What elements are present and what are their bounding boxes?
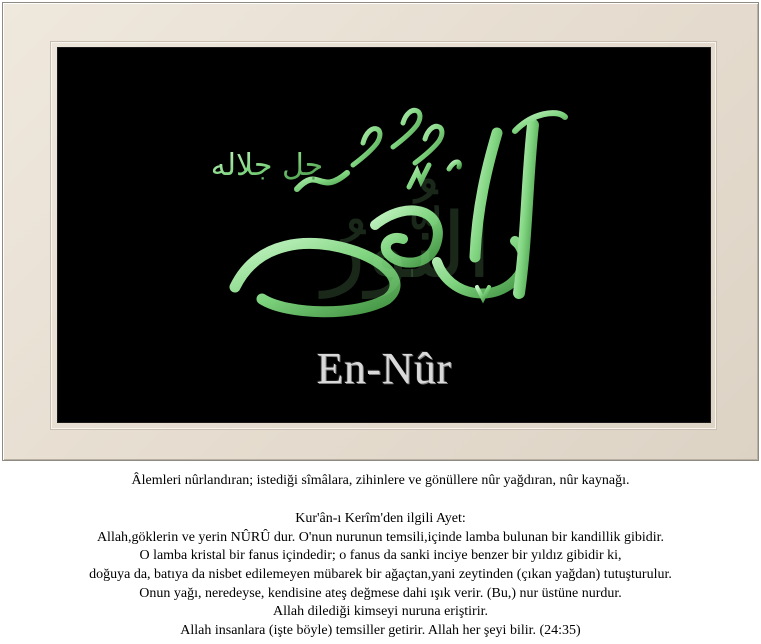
ayet-line: Allah insanlara (işte böyle) temsiller getirir. Allah her şeyi bilir. (24:35) xyxy=(180,623,581,638)
name-title: En-Nûr xyxy=(316,344,452,393)
ayet-heading: Kur'ân-ı Kerîm'den ilgili Ayet: xyxy=(295,511,466,526)
ayet-line: Onun yağı, neredeyse, kendisine ateş değmese dahi ışık verir. (Bu,) nur üstüne nurdur. xyxy=(139,586,622,601)
meaning-text: Âlemleri nûrlandıran; istediği sîmâlara, zihinlere ve gönüllere nûr yağdıran, nûr kaynağı. xyxy=(131,473,630,488)
calligraphy-panel xyxy=(57,47,711,423)
ayet-line: doğuya da, batıya da nisbet edilemeyen mübarek bir ağaçtan,yani zeytinden (çıkan yağdan) tutuşturulur. xyxy=(89,567,672,582)
honorific-calligraphy: جل جلاله xyxy=(210,148,324,183)
ayet-line: Allah dilediği kimseyi nuruna eriştirir. xyxy=(272,604,489,619)
picture-frame xyxy=(2,2,759,461)
ayet-line: O lamba kristal bir fanus içindedir; o fanus da sanki inciye benzer bir yıldız gibidir ki, xyxy=(139,548,622,563)
arabic-name: النُّورُ xyxy=(322,194,492,299)
vowel-marks xyxy=(353,110,459,187)
ayet-line: Allah,göklerin ve yerin NÛRÛ dur. O'nun nurunun temsili,içinde lamba bulunan bir kandillik gibidir. xyxy=(96,530,665,545)
